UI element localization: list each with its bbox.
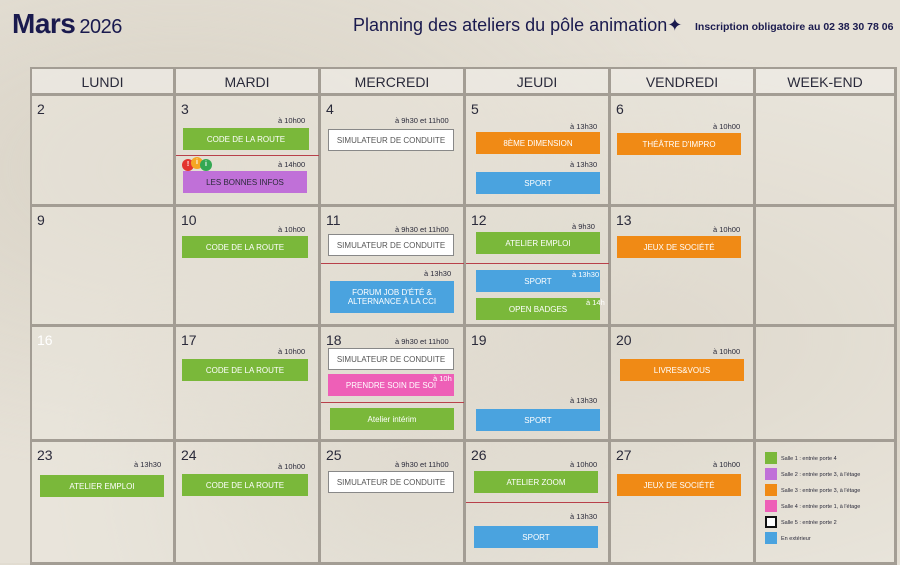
day-cell[interactable]: [32, 442, 176, 565]
event-code-de-la-route[interactable]: CODE DE LA ROUTE: [182, 474, 308, 496]
event-time: à 10h00: [713, 347, 741, 356]
event-prendre-soin-de-soi[interactable]: PRENDRE SOIN DE SOI: [328, 374, 454, 396]
event-time: à 9h30 et 11h00: [395, 460, 449, 469]
event-les-bonnes-infos[interactable]: LES BONNES INFOS: [183, 171, 307, 193]
legend-swatch: [765, 484, 777, 496]
day-number: 20: [616, 332, 632, 348]
day-cell[interactable]: [466, 96, 611, 207]
event-time: à 9h30: [572, 222, 595, 231]
col-header-mercredi: MERCREDI: [321, 69, 466, 96]
day-cell[interactable]: [32, 96, 176, 207]
event-atelier-zoom[interactable]: ATELIER ZOOM: [474, 471, 598, 493]
day-cell[interactable]: [321, 442, 466, 565]
legend-swatch: [765, 516, 777, 528]
day-number: 26: [471, 447, 487, 463]
day-number: 25: [326, 447, 342, 463]
event-time: à 10h00: [278, 347, 306, 356]
legend-cell: [756, 442, 897, 565]
legend-label: Salle 5 : entrée porte 2: [781, 520, 837, 526]
day-cell[interactable]: [321, 327, 466, 442]
day-cell[interactable]: [466, 207, 611, 327]
legend-label: Salle 3 : entrée porte 3, à l'étage: [781, 488, 861, 494]
divider: [176, 155, 319, 156]
event-simulateur-de-conduite[interactable]: SIMULATEUR DE CONDUITE: [328, 471, 454, 493]
day-cell[interactable]: [611, 327, 756, 442]
day-number: 24: [181, 447, 197, 463]
event-time: à 14h: [586, 298, 605, 307]
event-time: à 10h00: [278, 225, 306, 234]
day-number: 4: [326, 101, 334, 117]
day-number: 13: [616, 212, 632, 228]
col-header-jeudi: JEUDI: [466, 69, 611, 96]
event-sport[interactable]: SPORT: [476, 270, 600, 292]
event-simulateur-de-conduite[interactable]: SIMULATEUR DE CONDUITE: [328, 129, 454, 151]
event-atelier-emploi[interactable]: ATELIER EMPLOI: [476, 232, 600, 254]
day-number: 3: [181, 101, 189, 117]
event-time: à 9h30 et 11h00: [395, 116, 449, 125]
page-subtitle: [353, 15, 682, 36]
event-time: à 13h30: [424, 269, 452, 278]
event-jeux-de-societe[interactable]: JEUX DE SOCIÉTÉ: [617, 474, 741, 496]
col-header-lundi: LUNDI: [32, 69, 176, 96]
event-atelier-emploi[interactable]: ATELIER EMPLOI: [40, 475, 164, 497]
event-theatre-impro[interactable]: THÉÂTRE D'IMPRO: [617, 133, 741, 155]
day-cell[interactable]: [611, 442, 756, 565]
day-cell[interactable]: [466, 327, 611, 442]
day-number: 11: [326, 212, 341, 228]
event-time: à 10h00: [713, 460, 741, 469]
weekend-cell: [756, 96, 897, 207]
inscription-notice: Inscription obligatoire au 02 38 30 78 06: [695, 21, 894, 33]
day-number: 19: [471, 332, 487, 348]
day-number: 10: [181, 212, 197, 228]
event-time: à 10h: [433, 374, 452, 383]
event-sport[interactable]: SPORT: [474, 526, 598, 548]
weekend-cell: [756, 207, 897, 327]
event-code-de-la-route[interactable]: CODE DE LA ROUTE: [183, 128, 309, 150]
legend-label: Salle 1 : entrée porte 4: [781, 456, 837, 462]
event-sport[interactable]: SPORT: [476, 172, 600, 194]
event-open-badges[interactable]: OPEN BADGES: [476, 298, 600, 320]
day-number: 27: [616, 447, 632, 463]
day-number: 12: [471, 212, 487, 228]
divider: [321, 402, 464, 403]
event-livres-et-vous[interactable]: LIVRES&VOUS: [620, 359, 744, 381]
header: [0, 0, 900, 62]
day-number: 23: [37, 447, 53, 463]
legend-swatch: [765, 468, 777, 480]
day-number: 2: [37, 101, 45, 117]
col-header-vendredi: VENDREDI: [611, 69, 756, 96]
event-time: à 10h00: [278, 116, 306, 125]
year: 2026: [79, 16, 122, 38]
event-time: à 10h00: [713, 122, 741, 131]
event-jeux-de-societe[interactable]: JEUX DE SOCIÉTÉ: [617, 236, 741, 258]
day-number: 17: [181, 332, 197, 348]
event-time: à 13h30: [572, 270, 600, 279]
event-time: à 9h30 et 11h00: [395, 225, 449, 234]
event-code-de-la-route[interactable]: CODE DE LA ROUTE: [182, 236, 308, 258]
day-cell[interactable]: [176, 442, 321, 565]
month-title: [12, 8, 122, 40]
day-number: 5: [471, 101, 479, 117]
subtitle-text: Planning des ateliers du pôle animation: [353, 15, 668, 35]
legend-label: Salle 2 : entrée porte 3, à l'étage: [781, 472, 861, 478]
info-badge-icon: i: [191, 157, 203, 169]
star-icon: ✦: [667, 15, 683, 35]
event-atelier-interim[interactable]: Atelier intérim: [330, 408, 454, 430]
day-cell[interactable]: [32, 327, 176, 442]
event-time: à 14h00: [278, 160, 306, 169]
event-code-de-la-route[interactable]: CODE DE LA ROUTE: [182, 359, 308, 381]
day-cell[interactable]: [176, 327, 321, 442]
legend-label: En extérieur: [781, 536, 811, 542]
event-sport[interactable]: SPORT: [476, 409, 600, 431]
day-cell[interactable]: [611, 96, 756, 207]
info-badge-icon: i: [200, 159, 212, 171]
event-forum-job-ete[interactable]: FORUM JOB D'ÉTÉ & ALTERNANCE À LA CCI: [330, 281, 454, 313]
legend-swatch: [765, 532, 777, 544]
divider: [466, 263, 609, 264]
event-time: à 10h00: [570, 460, 598, 469]
weekend-cell: [756, 327, 897, 442]
day-number: 16: [37, 332, 53, 348]
month-name: Mars: [12, 8, 76, 39]
event-time: à 13h30: [570, 512, 598, 521]
day-cell[interactable]: [466, 442, 611, 565]
event-time: à 13h30: [134, 460, 162, 469]
day-cell[interactable]: [611, 207, 756, 327]
day-cell[interactable]: [321, 96, 466, 207]
legend-label: Salle 4 : entrée porte 1, à l'étage: [781, 504, 861, 510]
day-cell[interactable]: [321, 207, 466, 327]
event-simulateur-de-conduite[interactable]: SIMULATEUR DE CONDUITE: [328, 234, 454, 256]
divider: [466, 502, 609, 503]
info-badge-icon: !: [182, 159, 194, 171]
day-number: 6: [616, 101, 624, 117]
day-cell[interactable]: [176, 207, 321, 327]
day-cell[interactable]: [176, 96, 321, 207]
legend-swatch: [765, 500, 777, 512]
legend-swatch: [765, 452, 777, 464]
event-time: à 13h30: [570, 160, 598, 169]
event-8eme-dimension[interactable]: 8ÈME DIMENSION: [476, 132, 600, 154]
divider: [321, 263, 464, 264]
day-number: 18: [326, 332, 342, 348]
event-time: à 13h30: [570, 396, 598, 405]
day-number: 9: [37, 212, 45, 228]
day-cell[interactable]: [32, 207, 176, 327]
calendar-grid: [30, 67, 897, 565]
event-time: à 13h30: [570, 122, 598, 131]
event-time: à 9h30 et 11h00: [395, 337, 449, 346]
event-simulateur-de-conduite[interactable]: SIMULATEUR DE CONDUITE: [328, 348, 454, 370]
col-header-mardi: MARDI: [176, 69, 321, 96]
col-header-weekend: WEEK-END: [756, 69, 897, 96]
event-time: à 10h00: [278, 462, 306, 471]
event-time: à 10h00: [713, 225, 741, 234]
